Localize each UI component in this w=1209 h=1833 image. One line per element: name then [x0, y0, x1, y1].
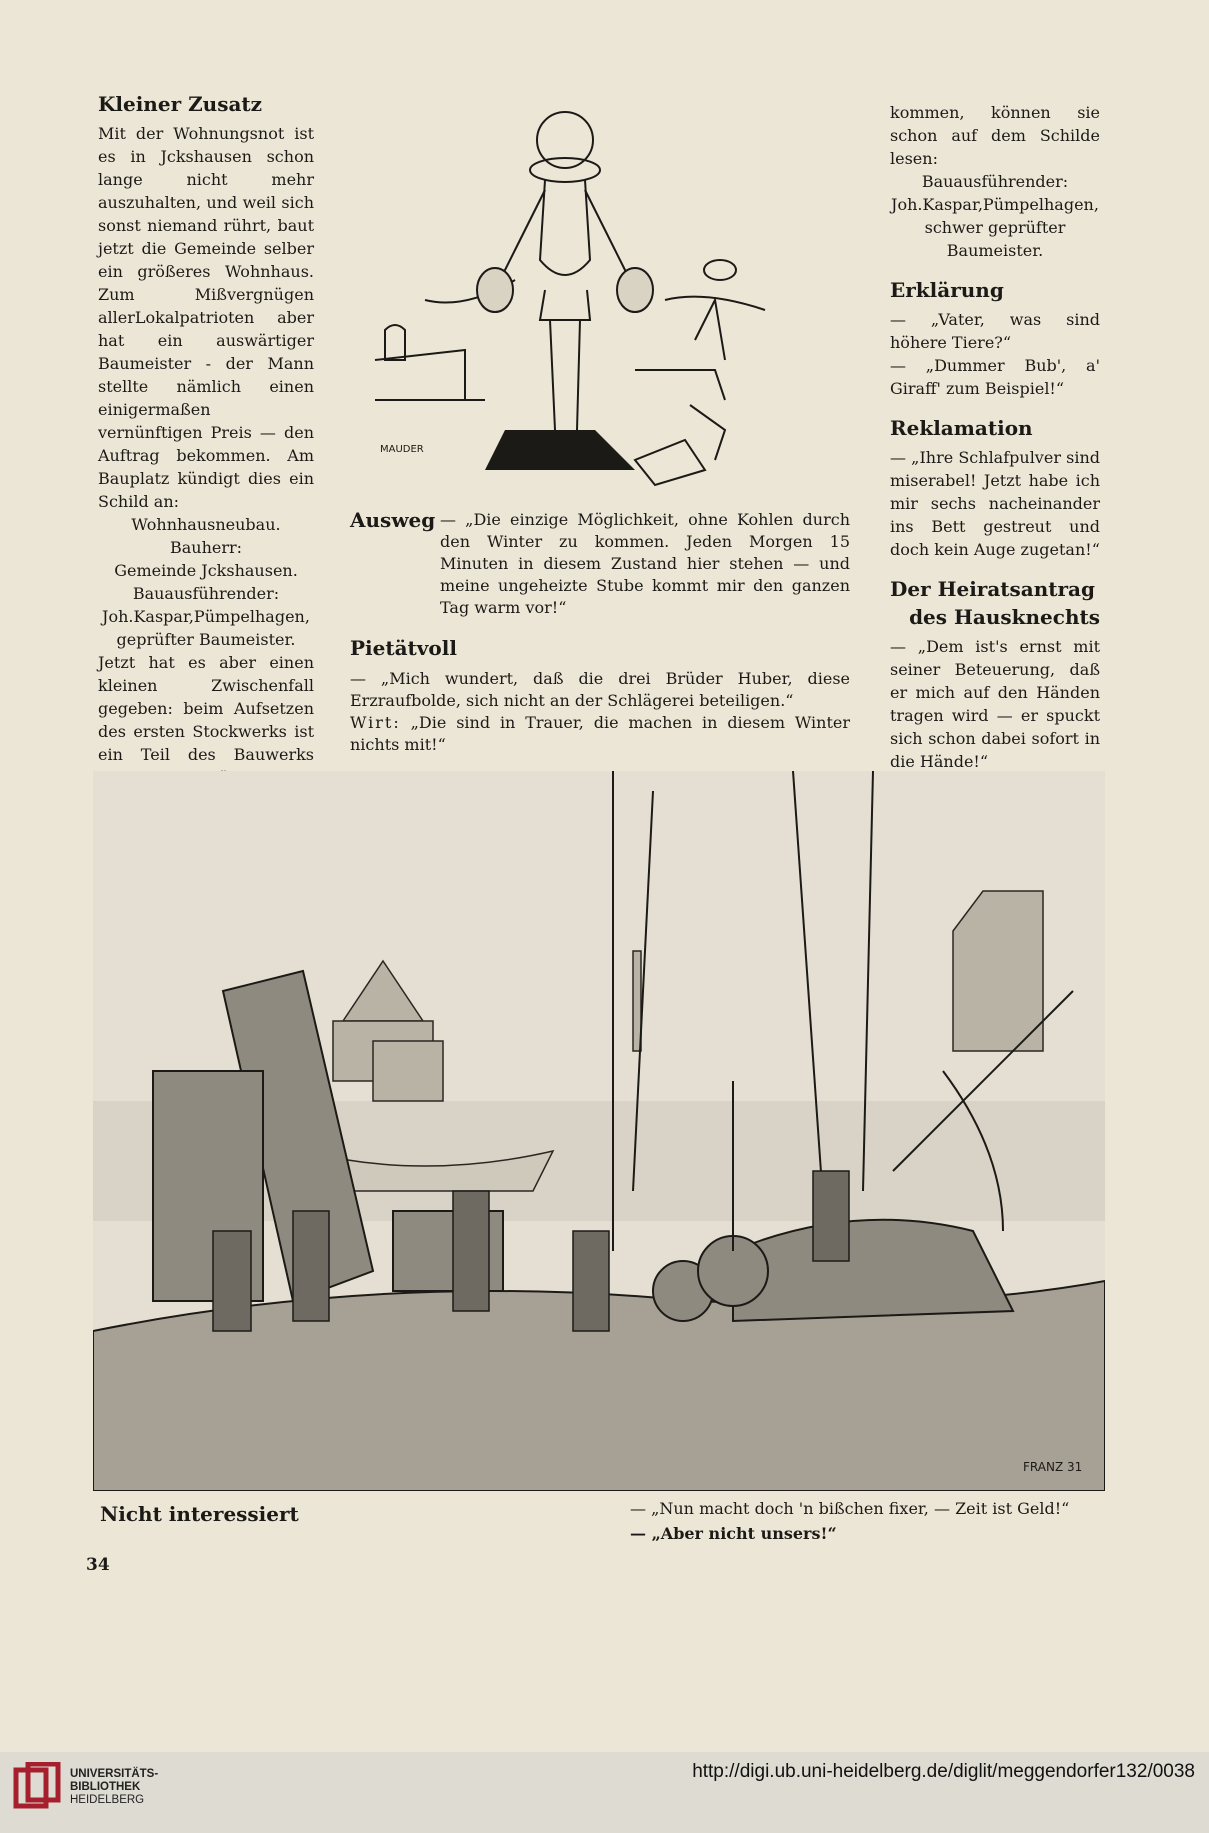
heading-erklaerung: Erklärung — [890, 278, 1004, 302]
heading-heiratsantrag-1: Der Heiratsantrag — [890, 577, 1095, 601]
sign-line: Gemeinde Jckshausen. — [114, 561, 298, 580]
source-url: http://digi.ub.uni-heidelberg.de/diglit/meggendorfer132/0038 — [692, 1761, 1195, 1782]
harbor-illustration — [93, 771, 1105, 1491]
heading-reklamation: Reklamation — [890, 416, 1033, 440]
library-name — [70, 1768, 158, 1807]
sign-line: Wohnhausneubau. — [131, 515, 281, 534]
speaker-label: Wirt: — [350, 713, 401, 732]
sign-line: Joh.Kaspar,Pümpelhagen, — [102, 607, 310, 626]
page-number: 34 — [86, 1555, 110, 1575]
pietaet-text — [350, 668, 850, 756]
caption-line-2: — „Aber nicht unsers!“ — [630, 1524, 837, 1543]
library-name-line: UNIVERSITÄTS- — [70, 1768, 159, 1780]
pietaet-line-2 — [350, 712, 850, 756]
pietaet-reply: „Die sind in Trauer, die machen in diesem Winter nichts mit!“ — [350, 713, 850, 754]
boxer-illustration — [365, 100, 845, 500]
left-column — [98, 90, 314, 835]
erklaerung-line-2: — „Dummer Bub', a' Giraff' zum Beispiel!“ — [890, 356, 1100, 398]
library-name-line: HEIDELBERG — [70, 1794, 145, 1806]
heading-heiratsantrag-2: des Hausknechts — [909, 605, 1100, 629]
caption-title: Nicht interessiert — [100, 1502, 299, 1526]
illustration-signature: MAUDER — [380, 444, 424, 455]
caption-dialogue — [630, 1496, 1100, 1546]
pietaet-line-1: — „Mich wundert, daß die drei Brüder Huber, diese Erzraufbolde, sich nicht an der Schlägerei beteiligen.“ — [350, 669, 850, 710]
sign-line: schwer geprüfter Baumeister. — [924, 218, 1066, 260]
erklaerung-line-1: — „Vater, was sind höhere Tiere?“ — [890, 310, 1100, 352]
sign-line: Bauherr: — [169, 538, 243, 557]
sign-line: Bauausführender: — [921, 172, 1069, 191]
sign-line: geprüfter Baumeister. — [116, 630, 296, 649]
ausweg-text — [440, 509, 850, 619]
sign-line: Joh.Kaspar,Pümpelhagen, — [891, 195, 1099, 214]
ausweg-paragraph: — „Die einzige Möglichkeit, ohne Kohlen durch den Winter zu kommen. Jeden Morgen 15 Minuten in diesem Zustand hier stehen — und meine ungeheizte Stube kommt mir den ganzen Tag warm vor!“ — [440, 510, 850, 617]
harbor-signature: FRANZ 31 — [1023, 1460, 1083, 1474]
heiratsantrag-text: — „Dem ist's ernst mit seiner Beteuerung, daß er mich auf den Händen tragen wird — er spuckt sich schon dabei sofort in die Hände!“ — [890, 637, 1100, 771]
right-column — [890, 101, 1100, 773]
heading-kleiner-zusatz: Kleiner Zusatz — [98, 92, 263, 116]
continuation-text: kommen, können sie schon auf dem Schilde lesen: — [890, 103, 1100, 168]
zusatz-paragraph-1: Mit der Wohnungsnot ist es in Jckshausen schon lange nicht mehr auszuhalten, und weil sich sonst niemand rührt, baut jetzt die Gemeinde selber ein größeres Wohnhaus. Zum Mißvergnügen allerLokalpatrioten aber hat ein auswärtiger Baumeister - der Mann stellte nämlich einen einigermaßen vernünftigen Preis — den Auftrag bekommen. Am Bauplatz kündigt dies ein Schild an: — [98, 124, 314, 511]
reklamation-text: — „Ihre Schlafpulver sind miserabel! Jetzt habe ich mir sechs nacheinander ins Bett gestreut und doch kein Auge zugetan!“ — [890, 448, 1100, 559]
zusatz-paragraph-2: Jetzt hat es aber einen kleinen Zwischenfall gegeben: beim Aufsetzen des ersten Stockwerks ist ein Teil des Bauwerks — [98, 653, 314, 764]
library-name-line: BIBLIOTHEK — [70, 1781, 141, 1793]
caption-line-1: — „Nun macht doch 'n bißchen fixer, — Zeit ist Geld!“ — [630, 1499, 1070, 1518]
heading-pietaetvoll: Pietätvoll — [350, 636, 457, 660]
library-logo-icon — [12, 1762, 62, 1817]
sign-line: Bauausführender: — [132, 584, 280, 603]
heading-ausweg: Ausweg — [350, 508, 436, 532]
